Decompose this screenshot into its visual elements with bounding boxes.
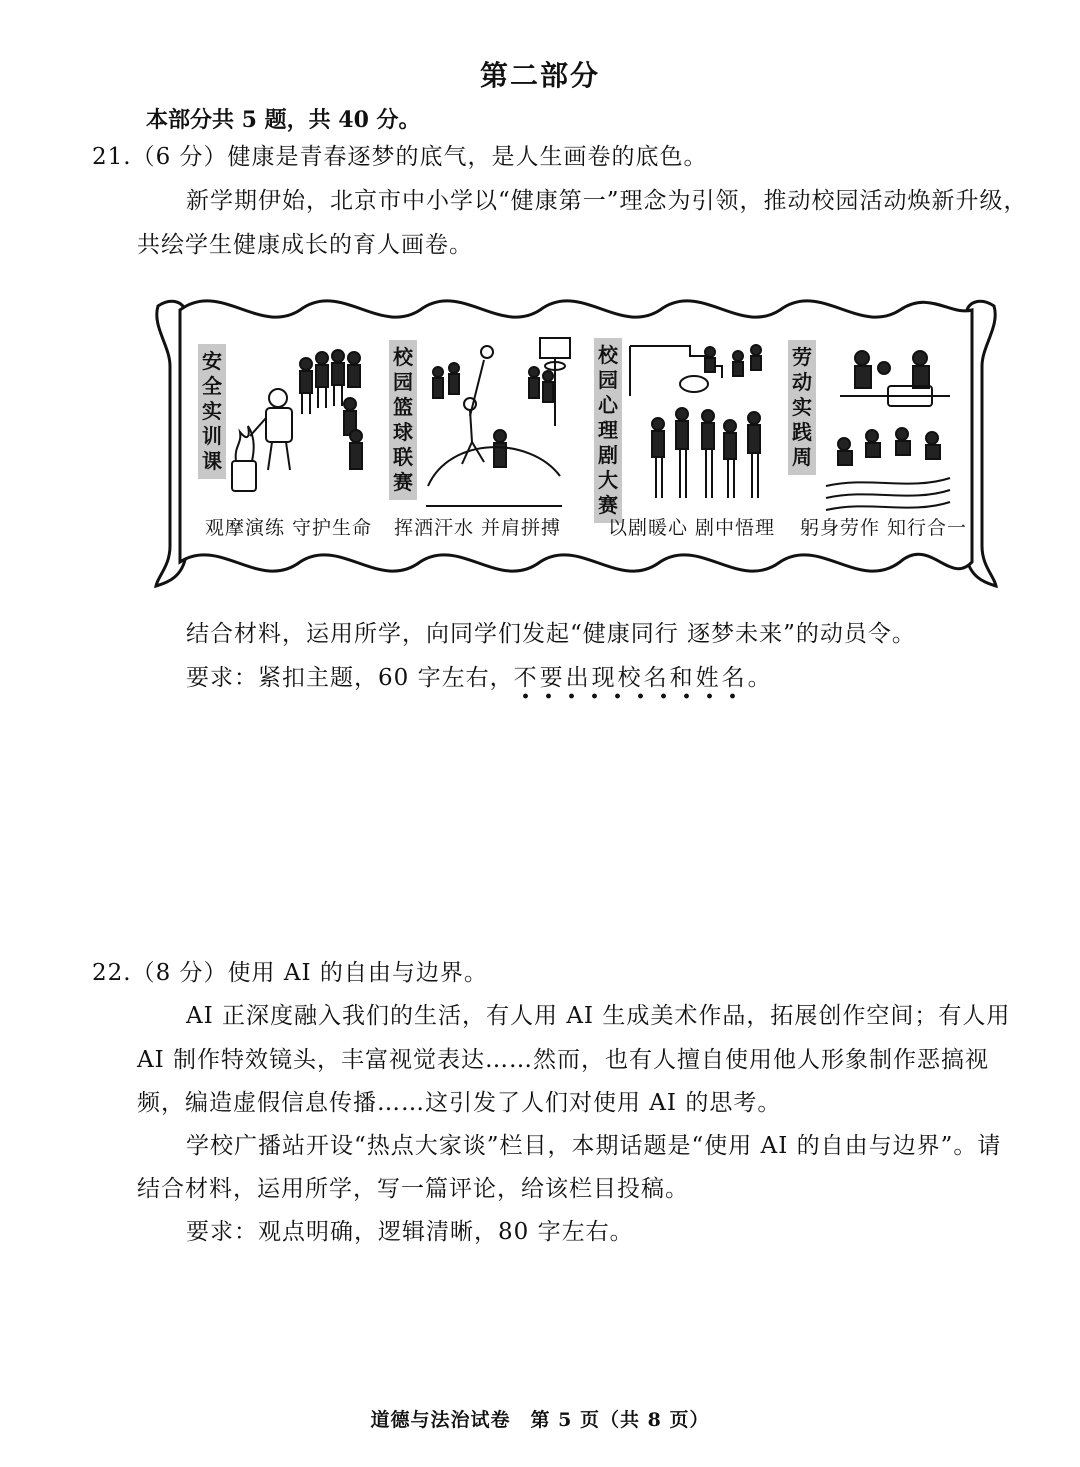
q22-task-line1: 学校广播站开设“热点大家谈”栏目，本期话题是“使用 AI 的自由与边界”。请 [186,1133,1002,1159]
page-footer: 道德与法治试卷 第 5 页（共 8 页） [370,1409,710,1431]
panel-caption-labor: 躬身劳作 知行合一 [800,517,968,539]
panel-title-psych-drama: 校园心理剧大赛 [594,338,622,523]
panel-caption-psych-drama: 以剧暖心 剧中悟理 [608,517,776,539]
q22-requirement: 要求：观点明确，逻辑清晰，80 字左右。 [186,1219,634,1245]
q21-material-line2: 共绘学生健康成长的育人画卷。 [137,232,473,258]
panel-caption-safety: 观摩演练 守护生命 [205,517,373,539]
scroll-illustration [150,286,1002,592]
q21-task: 结合材料，运用所学，向同学们发起“健康同行 逐梦未来”的动员令。 [186,621,916,647]
q22-header: 22.（8 分）使用 AI 的自由与边界。 [92,960,488,986]
q22-material-line2: AI 制作特效镜头，丰富视觉表达……然而，也有人擅自使用他人形象制作恶搞视 [137,1047,990,1073]
section-title: 第二部分 [479,59,600,92]
panel-caption-basketball: 挥洒汗水 并肩拼搏 [394,517,562,539]
q22-material-line3: 频，编造虚假信息传播……这引发了人们对使用 AI 的思考。 [137,1090,782,1116]
q21-requirement-prefix: 要求：紧扣主题，60 字左右， [186,665,514,691]
q21-requirement-emphasis-text: 不要出现校名和姓名 [513,665,748,691]
panel-title-labor: 劳动实践周 [788,340,816,475]
q22-material-line1: AI 正深度融入我们的生活，有人用 AI 生成美术作品，拓展创作空间；有人用 [186,1003,1011,1029]
q21-material-line1: 新学期伊始，北京市中小学以“健康第一”理念为引领，推动校园活动焕新升级， [186,188,1028,214]
emphasis-dots [514,691,748,701]
q21-header: 21.（6 分）健康是青春逐梦的底气，是人生画卷的底色。 [92,144,708,170]
q21-requirement [186,657,772,700]
q21-requirement-suffix: 。 [747,665,772,691]
panel-title-safety: 安全实训课 [198,344,226,479]
q22-task-line2: 结合材料，运用所学，写一篇评论，给该栏目投稿。 [137,1176,689,1202]
q21-requirement-emphasis [514,665,748,691]
panel-title-basketball: 校园篮球联赛 [389,340,417,500]
section-intro: 本部分共 5 题，共 40 分。 [146,107,421,133]
